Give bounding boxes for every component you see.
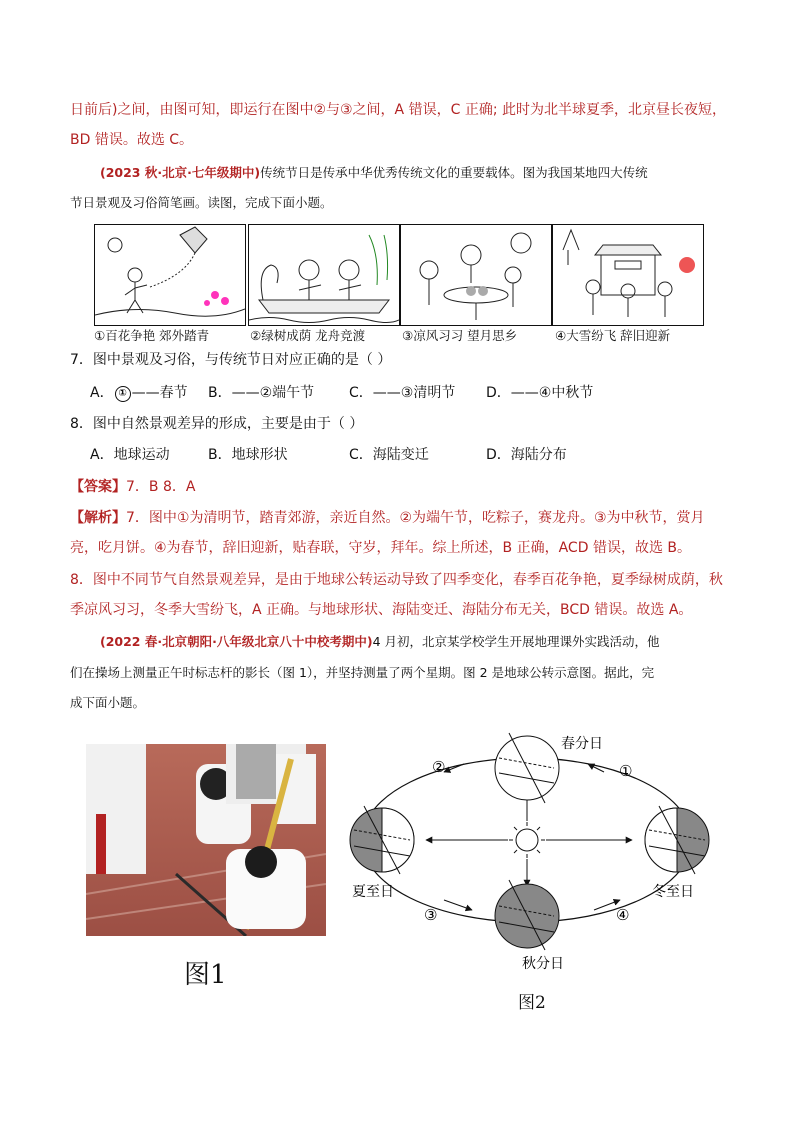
question-intro-1: (2023 秋·北京·七年级期中)传统节日是传承中华优秀传统文化的重要载体。图为我国某地四大传统 [100, 165, 648, 180]
question-7: 7．图中景观及习俗，与传统节日对应正确的是（ ） [70, 352, 392, 368]
q8-option-b[interactable]: B．地球形状 [208, 447, 288, 463]
analysis-line-3: 8．图中不同节气自然景观差异，是由于地球公转运动导致了四季变化，春季百花争艳，夏季绿树成荫，秋 [70, 572, 723, 588]
question-intro-2: 节日景观及习俗简笔画。读图，完成下面小题。 [70, 195, 333, 210]
analysis-line-4: 季凉风习习，冬季大雪纷飞，A 正确。与地球形状、海陆变迁、海陆分布无关，BCD 错误。故选 A。 [70, 602, 693, 618]
earth-summer [350, 806, 414, 874]
question2-intro-3: 成下面小题。 [70, 695, 146, 710]
analysis-tag: 【解析】 [70, 510, 126, 526]
answer-text: 7．B 8．A [126, 479, 196, 495]
analysis-line-1: 【解析】7．图中①为清明节，踏青郊游，亲近自然。②为端午节，吃粽子，赛龙舟。③为中秋节，赏月 [70, 510, 705, 526]
figure-2-label: 图2 [518, 993, 546, 1013]
sketch-caption-4: ④大雪纷飞 辞旧迎新 [555, 328, 671, 343]
sketch-caption-1: ①百花争艳 郊外踏青 [94, 328, 210, 343]
question2-intro-2: 们在操场上测量正午时标志杆的影长（图 1），并坚持测量了两个星期。图 2 是地球公转示意图。据此，完 [70, 665, 655, 680]
label-winter: 冬至日 [652, 884, 694, 900]
earth-spring [495, 733, 559, 803]
q7-option-a[interactable]: A． ① ——春节 [90, 385, 188, 401]
q7-option-d[interactable]: D．——④中秋节 [486, 385, 594, 401]
festival-sketch-4 [552, 224, 704, 326]
festival-sketch-2 [248, 224, 400, 326]
answer-line [70, 477, 195, 497]
sketch-caption-2: ②绿树成荫 龙舟竞渡 [250, 328, 366, 343]
analysis-line-2: 亮，吃月饼。④为春节，辞旧迎新，贴春联，守岁，拜年。综上所述，B 正确，ACD 错误，故选 B。 [70, 540, 691, 556]
orbit-num-1: ① [619, 762, 633, 780]
orbit-num-4: ④ [616, 906, 630, 924]
orbit-num-3: ③ [424, 906, 438, 924]
earth-revolution-diagram [344, 728, 714, 978]
q7-option-b[interactable]: B．——②端午节 [208, 385, 315, 401]
label-autumn: 秋分日 [522, 956, 564, 972]
sketch-caption-3: ③凉风习习 望月思乡 [402, 328, 518, 343]
question2-source: (2022 春·北京朝阳·八年级北京八十中校考期中) [100, 634, 373, 649]
answer-tag: 【答案】 [70, 479, 126, 495]
question-source: (2023 秋·北京·七年级期中) [100, 165, 261, 180]
students-photo [86, 744, 326, 936]
earth-winter [645, 806, 709, 874]
explanation-line-2: BD 错误。故选 C。 [70, 132, 194, 148]
label-summer: 夏至日 [352, 884, 394, 900]
question-8: 8．图中自然景观差异的形成，主要是由于（ ） [70, 416, 364, 432]
q8-option-a[interactable]: A．地球运动 [90, 447, 170, 463]
q7-option-c[interactable]: C．——③清明节 [349, 385, 456, 401]
explanation-line-1: 日前后)之间，由图可知，即运行在图中②与③之间，A 错误，C 正确; 此时为北半球夏季，北京昼长夜短， [70, 102, 726, 118]
festival-sketch-1 [94, 224, 246, 326]
figure-1-label: 图1 [184, 960, 227, 990]
earth-autumn [495, 880, 559, 950]
question2-intro-1: (2022 春·北京朝阳·八年级北京八十中校考期中)4 月初，北京某学校学生开展地理课外实践活动，他 [100, 634, 660, 649]
label-spring: 春分日 [561, 736, 603, 752]
orbit-num-2: ② [432, 758, 446, 776]
q8-option-d[interactable]: D．海陆分布 [486, 447, 567, 463]
festival-sketch-3 [400, 224, 552, 326]
q8-option-c[interactable]: C．海陆变迁 [349, 447, 429, 463]
